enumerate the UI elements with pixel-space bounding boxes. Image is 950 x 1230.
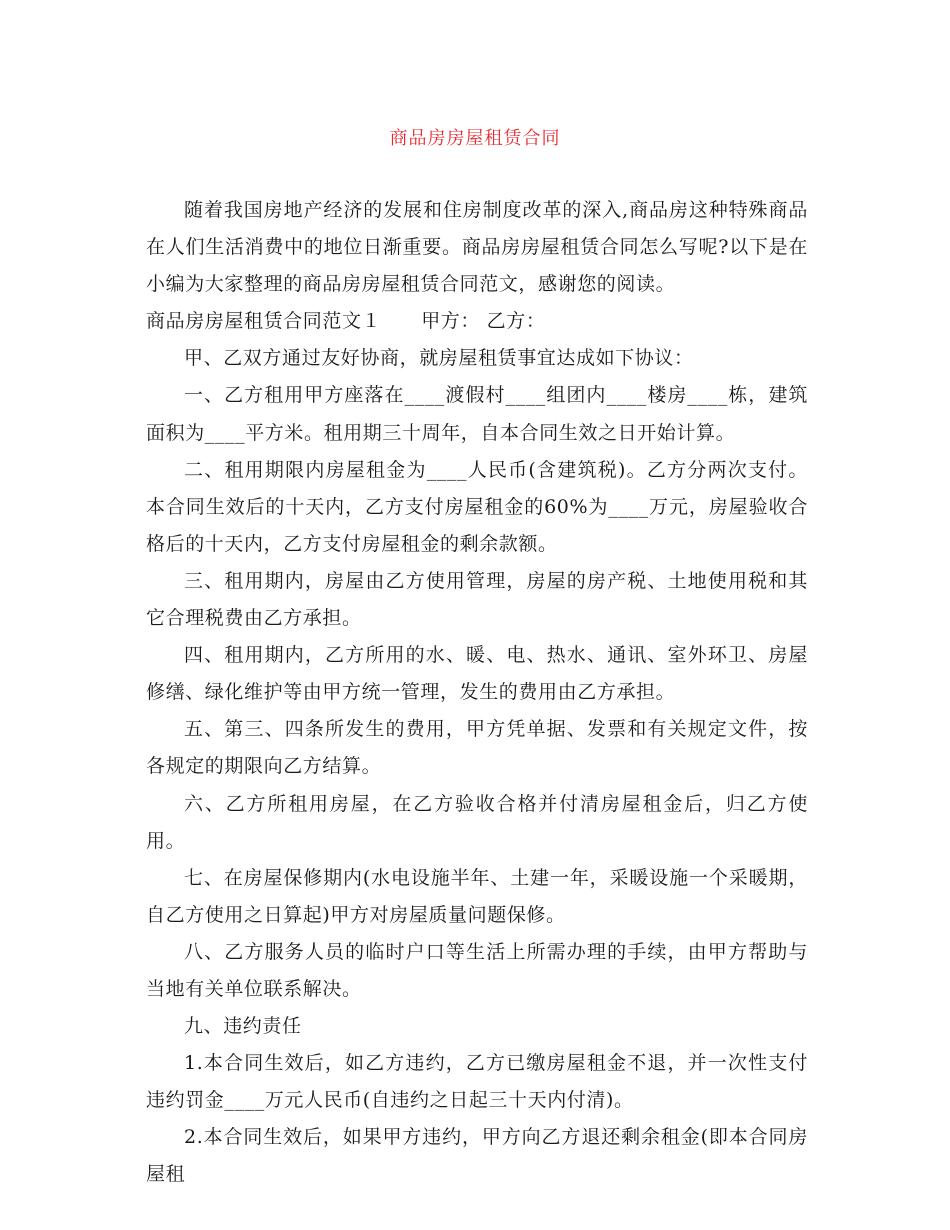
document-title: 商品房房屋租赁合同	[389, 128, 561, 149]
clause-4: 四、租用期内，乙方所用的水、暖、电、热水、通讯、室外环卫、房屋修缮、绿化维护等由甲方统一管理，发生的费用由乙方承担。	[146, 644, 808, 704]
sample-heading-line	[146, 303, 808, 340]
paragraph-agreement: 甲、乙双方通过友好协商，就房屋租赁事宜达成如下协议：	[184, 347, 694, 370]
clause-7: 七、在房屋保修期内(水电设施半年、土建一年，采暖设施一个采暖期，自乙方使用之日算起)甲方对房屋质量问题保修。	[146, 866, 808, 926]
clause-8: 八、乙方服务人员的临时户口等生活上所需办理的手续，由甲方帮助与当地有关单位联系解决。	[146, 940, 808, 1000]
clause-9-item-2: 2.本合同生效后，如果甲方违约，甲方向乙方退还剩余租金(即本合同房屋租	[146, 1126, 808, 1186]
clause-9-item-1: 1.本合同生效后，如乙方违约，乙方已缴房屋租金不退，并一次性支付违约罚金____万元人民币(自违约之日起三十天内付清)。	[146, 1052, 808, 1112]
clause-1: 一、乙方租用甲方座落在____渡假村____组团内____楼房____栋，建筑面积为____平方米。租用期三十周年，自本合同生效之日开始计算。	[146, 384, 808, 444]
sample-heading: 商品房房屋租赁合同范文１	[146, 310, 382, 333]
document-body	[146, 192, 808, 1194]
clause-3: 三、租用期内，房屋由乙方使用管理，房屋的房产税、土地使用税和其它合理税费由乙方承担。	[146, 569, 808, 630]
intro-paragraph: 随着我国房地产经济的发展和住房制度改革的深入,商品房这种特殊商品在人们生活消费中的地位日渐重要。商品房房屋租赁合同怎么写呢?以下是在小编为大家整理的商品房房屋租赁合同范文，感谢您的阅读。	[146, 199, 808, 296]
clause-2: 二、租用期限内房屋租金为____人民币(含建筑税)。乙方分两次支付。本合同生效后的十天内，乙方支付房屋租金的60%为____万元，房屋验收合格后的十天内，乙方支付房屋租金的剩余款额。	[146, 458, 808, 555]
party-line: 甲方： 乙方：	[421, 310, 546, 333]
clause-9-heading: 九、违约责任	[184, 1015, 302, 1038]
clause-6: 六、乙方所租用房屋，在乙方验收合格并付清房屋租金后，归乙方使用。	[146, 792, 808, 852]
clause-5: 五、第三、四条所发生的费用，甲方凭单据、发票和有关规定文件，按各规定的期限向乙方结算。	[146, 718, 808, 778]
